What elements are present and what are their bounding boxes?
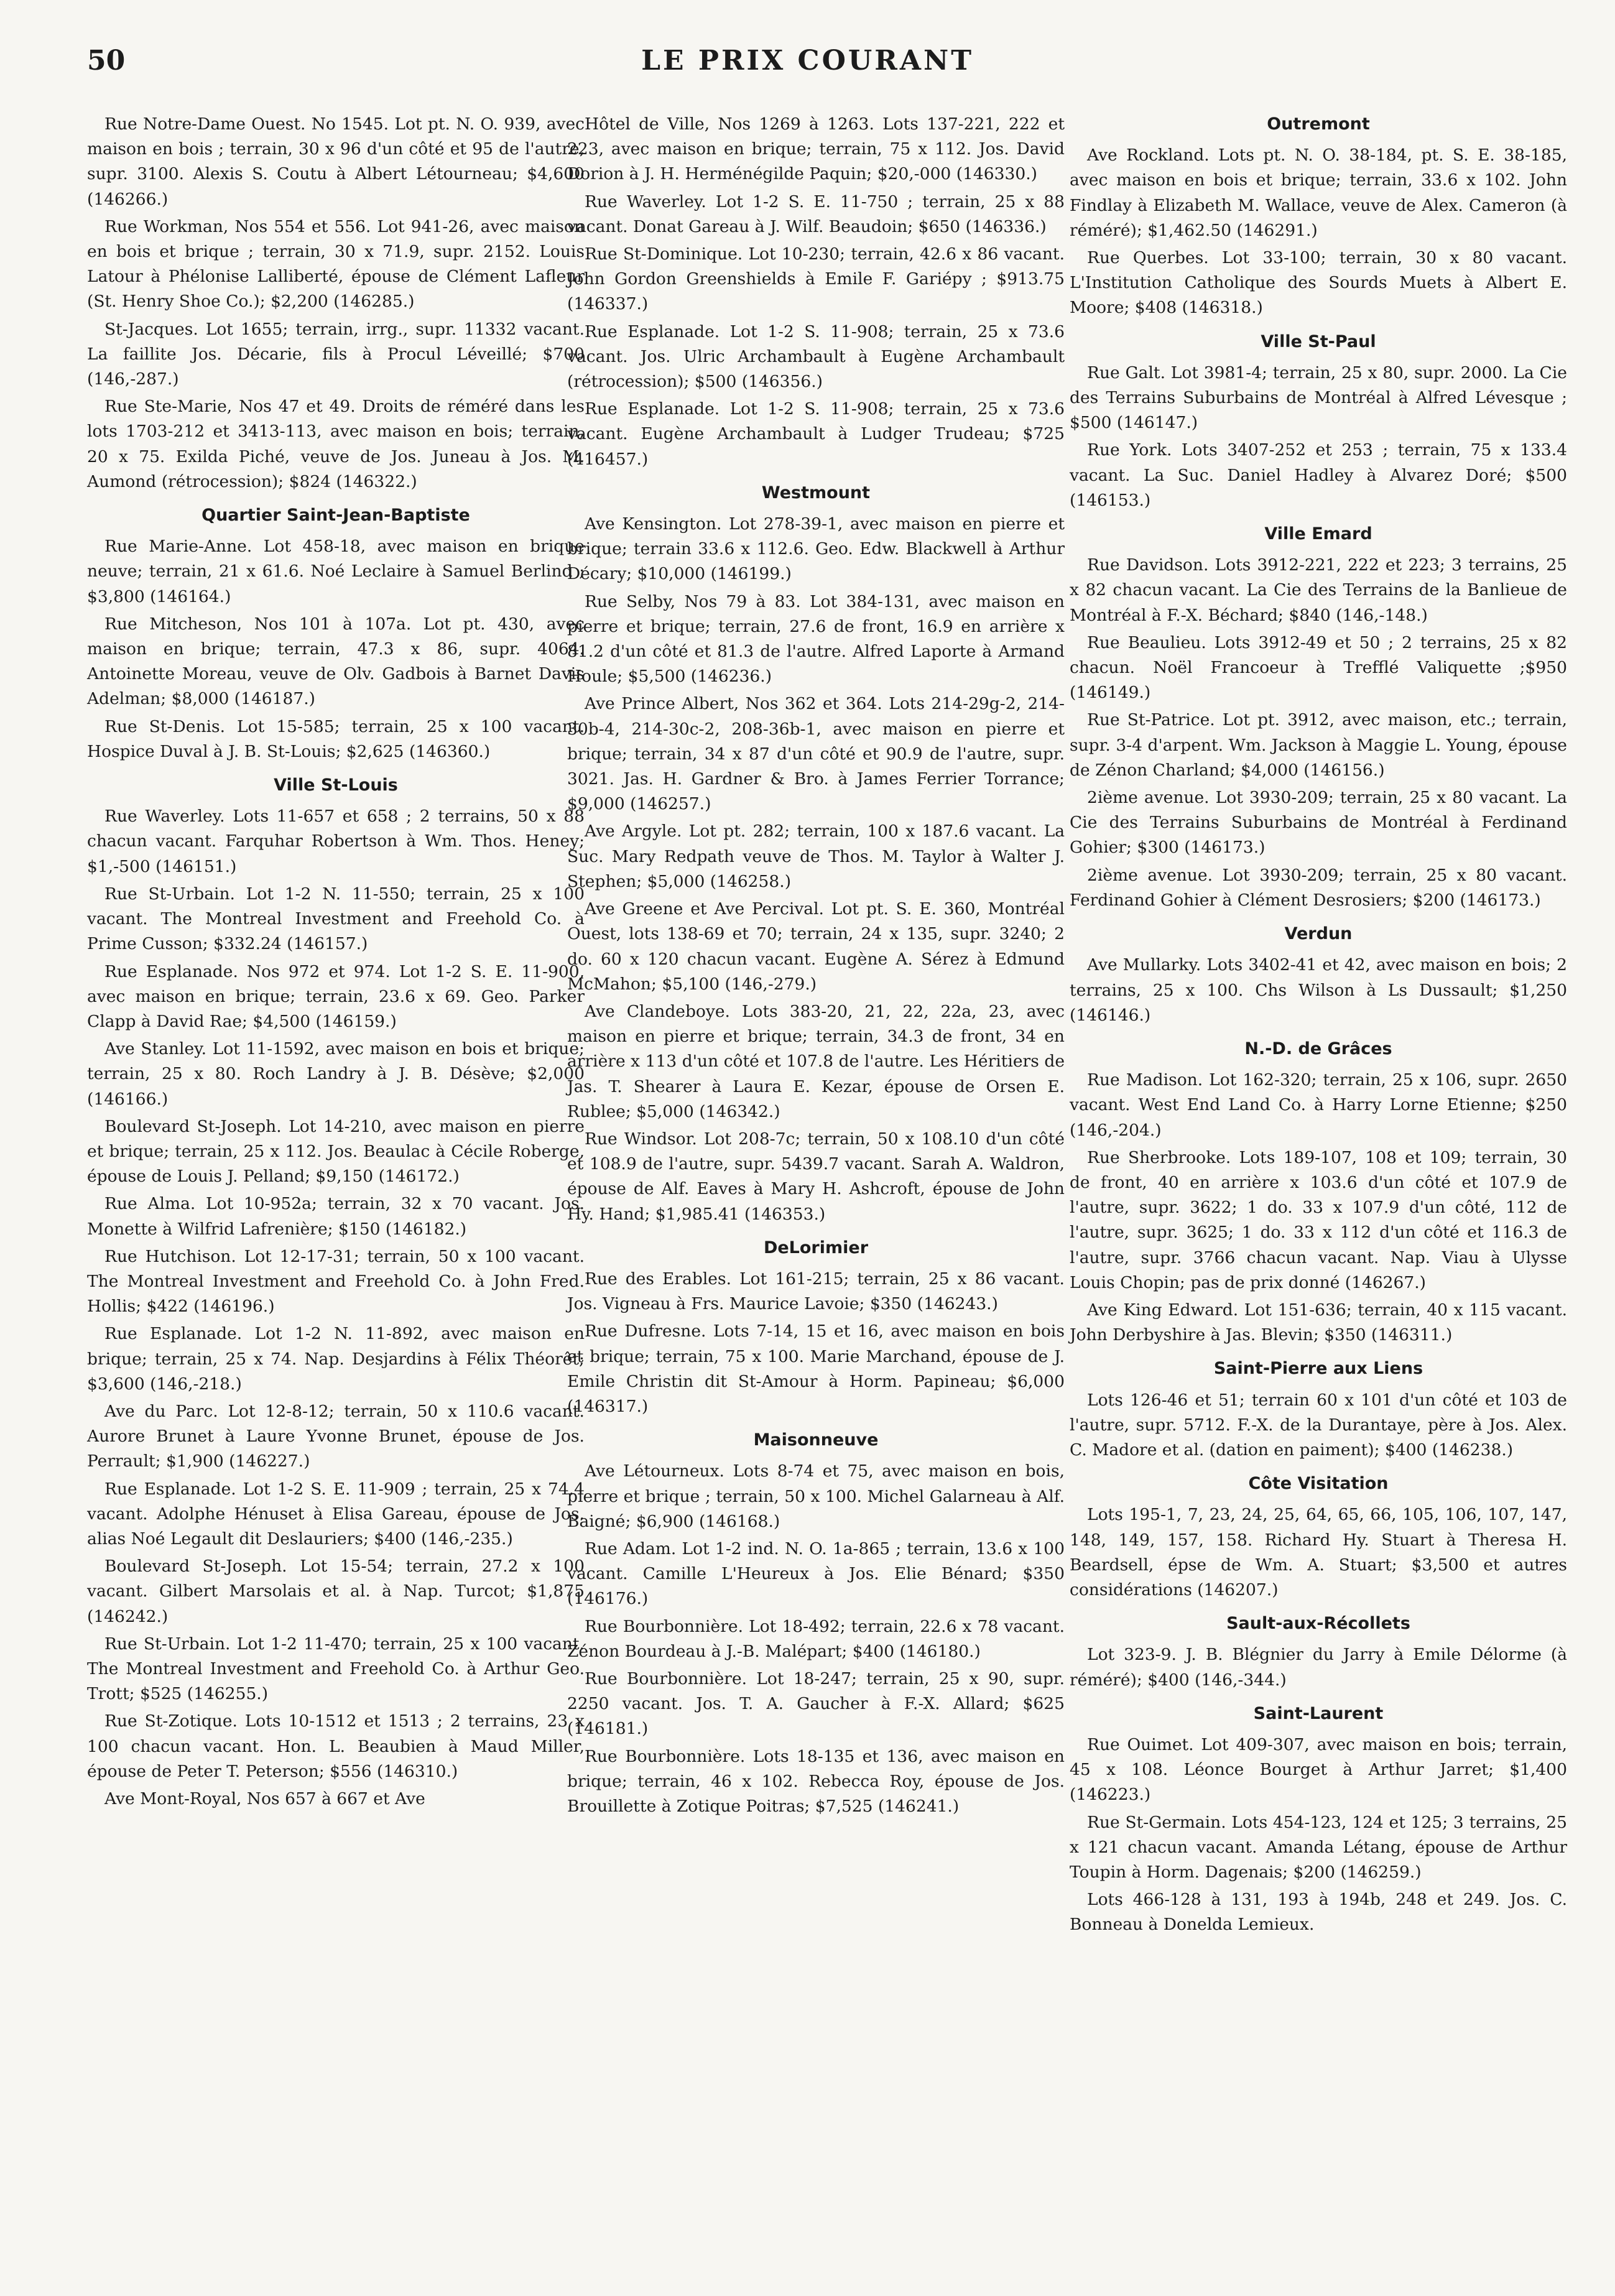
listing-entry: Rue Ste-Marie, Nos 47 et 49. Droits de réméré dans les lots 1703-212 et 3413-113, avec maison en bois; terrain, 20 x 75. Exilda Piché, veuve de Jos. Juneau à Jos. M. Aumond (rétrocession); $824 (146322.): [87, 397, 585, 491]
listing-entry: Rue York. Lots 3407-252 et 253 ; terrain, 75 x 133.4 vacant. La Suc. Daniel Hadley à Alvarez Doré; $500 (146153.): [1070, 440, 1567, 510]
listing-entry: Ave Prince Albert, Nos 362 et 364. Lots 214-29g-2, 214-30b-4, 214-30c-2, 208-36b-1, avec maison en pierre et brique; terrain, 34 x 87 d'un côté et 90.9 de l'autre, supr. 3021. Jas. H. Gardner & Bro. à James Ferrier Torrance; $9,000 (146257.): [567, 694, 1065, 814]
listing-entry: Rue Alma. Lot 10-952a; terrain, 32 x 70 vacant. Jos. Monette à Wilfrid Lafrenière; $150 (146182.): [87, 1194, 585, 1239]
listing-entry: Rue Esplanade. Lot 1-2 S. 11-908; terrain, 25 x 73.6 vacant. Jos. Ulric Archambault à Eugène Archambault (rétrocession); $500 (146356.): [567, 322, 1065, 392]
listing-entry: Rue Sherbrooke. Lots 189-107, 108 et 109; terrain, 30 de front, 40 en arrière x 103.6 d'un côté et 107.9 de l'autre, supr. 3622; 1 do. 33 x 107.9 d'un côté, 112 de l'autre, supr. 3625; 1 do. 33 x 112 d'un côté et 116.3 de l'autre, supr. 3766 chacun vacant. Nap. Viau à Ulysse Louis Chopin; pas de prix donné (146267.): [1070, 1147, 1567, 1292]
listing-entry: Rue St-Denis. Lot 15-585; terrain, 25 x 100 vacant. Hospice Duval à J. B. St-Louis; $2,625 (146360.): [87, 716, 585, 761]
listing-entry: Rue St-Zotique. Lots 10-1512 et 1513 ; 2 terrains, 23 x 100 chacun vacant. Hon. L. Beaubien à Maud Miller, épouse de Peter T. Peterson; $556 (146310.): [87, 1711, 585, 1781]
listing-entry: Lots 466-128 à 131, 193 à 194b, 248 et 249. Jos. C. Bonneau à Donelda Lemieux.: [1070, 1890, 1567, 1935]
section-heading: Ville St-Louis: [274, 775, 398, 795]
listing-entry: Rue Madison. Lot 162-320; terrain, 25 x 106, supr. 2650 vacant. West End Land Co. à Harry Lorne Etienne; $250 (146,-204.): [1070, 1070, 1567, 1140]
listing-entry: Rue Marie-Anne. Lot 458-18, avec maison en brique neuve; terrain, 21 x 61.6. Noé Leclaire à Samuel Berlind ; $3,800 (146164.): [87, 537, 585, 606]
listing-entry: Rue Galt. Lot 3981-4; terrain, 25 x 80, supr. 2000. La Cie des Terrains Suburbains de Montréal à Alfred Lévesque ; $500 (146147.): [1070, 363, 1567, 433]
section-heading: N.-D. de Grâces: [1244, 1039, 1392, 1058]
listing-entry: 2ième avenue. Lot 3930-209; terrain, 25 x 80 vacant. La Cie des Terrains Suburbains de Montréal à Ferdinand Gohier; $300 (146173.): [1070, 788, 1567, 858]
section-heading: Ville Emard: [1264, 524, 1372, 544]
listing-entry: Rue St-Germain. Lots 454-123, 124 et 125; 3 terrains, 25 x 121 chacun vacant. Amanda Létang, épouse de Arthur Toupin à Horm. Dagenais; $200 (146259.): [1070, 1812, 1567, 1882]
listing-entry: Rue Hutchison. Lot 12-17-31; terrain, 50 x 100 vacant. The Montreal Investment and Freehold Co. à John Fred. Hollis; $422 (146196.): [87, 1246, 585, 1317]
section-heading: Maisonneuve: [753, 1430, 879, 1450]
page-title: LE PRIX COURANT: [641, 45, 974, 76]
listing-entry: Rue Beaulieu. Lots 3912-49 et 50 ; 2 terrains, 25 x 82 chacun. Noël Francoeur à Trefflé Valiquette ;$950 (146149.): [1070, 632, 1567, 703]
listing-entry: Rue St-Urbain. Lot 1-2 N. 11-550; terrain, 25 x 100 vacant. The Montreal Investment and Freehold Co. à Prime Cusson; $332.24 (146157.): [87, 884, 585, 954]
listing-entry: Rue St-Patrice. Lot pt. 3912, avec maison, etc.; terrain, supr. 3-4 d'arpent. Wm. Jackson à Maggie L. Young, épouse de Zénon Charland; $4,000 (146156.): [1070, 710, 1567, 780]
section-heading: Westmount: [761, 483, 871, 502]
column-1: [87, 112, 585, 1812]
listing-entry: Ave Kensington. Lot 278-39-1, avec maison en pierre et brique; terrain 33.6 x 112.6. Geo. Edw. Blackwell à Arthur Décary; $10,000 (146199.): [567, 514, 1065, 584]
listing-entry: Ave Stanley. Lot 11-1592, avec maison en bois et brique; terrain, 25 x 80. Roch Landry à J. B. Désève; $2,000 (146166.): [87, 1039, 585, 1109]
listing-entry: Ave Mont-Royal, Nos 657 à 667 et Ave: [104, 1789, 425, 1808]
listing-entry: Rue Dufresne. Lots 7-14, 15 et 16, avec maison en bois et brique; terrain, 75 x 100. Marie Marchand, épouse de J. Emile Christin dit St-Amour à Horm. Papineau; $6,000 (146317.): [567, 1322, 1065, 1416]
listing-entry: Rue Workman, Nos 554 et 556. Lot 941-26, avec maison en bois et brique ; terrain, 30 x 71.9, supr. 2152. Louis Latour à Phélonise Lalliberté, épouse de Clément Lafleur (St. Henry Shoe Co.); $2,200 (146285.): [87, 216, 585, 312]
section-heading: Outremont: [1267, 114, 1370, 134]
listing-entry: Rue Bourbonnière. Lot 18-492; terrain, 22.6 x 78 vacant. Zénon Bourdeau à J.-B. Malépart; $400 (146180.): [567, 1616, 1065, 1661]
listing-entry: Ave Argyle. Lot pt. 282; terrain, 100 x 187.6 vacant. La Suc. Mary Redpath veuve de Thos. M. Taylor à Walter J. Stephen; $5,000 (146258.): [567, 822, 1065, 891]
listing-entry: Rue St-Dominique. Lot 10-230; terrain, 42.6 x 86 vacant. John Gordon Greenshields à Emile F. Gariépy ; $913.75 (146337.): [567, 244, 1065, 314]
listing-entry: 2ième avenue. Lot 3930-209; terrain, 25 x 80 vacant. Ferdinand Gohier à Clément Desrosiers; $200 (146173.): [1070, 865, 1567, 910]
page-number: 50: [87, 45, 126, 76]
listing-entry: Rue Windsor. Lot 208-7c; terrain, 50 x 108.10 d'un côté et 108.9 de l'autre, supr. 5439.7 vacant. Sarah A. Waldron, épouse de Alf. Eaves à Mary H. Ashcroft, épouse de John Hy. Hand; $1,985.41 (146353.): [567, 1129, 1065, 1224]
listing-entry: Lot 323-9. J. B. Blégnier du Jarry à Emile Délorme (à réméré); $400 (146,-344.): [1070, 1645, 1567, 1690]
listing-entry: Rue Querbes. Lot 33-100; terrain, 30 x 80 vacant. L'Institution Catholique des Sourds Muets à Albert E. Moore; $408 (146318.): [1070, 248, 1567, 318]
listing-entry: Rue Bourbonnière. Lot 18-247; terrain, 25 x 90, supr. 2250 vacant. Jos. T. A. Gaucher à F.-X. Allard; $625 (146181.): [567, 1669, 1065, 1739]
listing-entry: Rue Esplanade. Lot 1-2 S. E. 11-909 ; terrain, 25 x 74.4 vacant. Adolphe Hénuset à Elisa Gareau, épouse de Jos. alias Noé Legault dit Deslauriers; $400 (146,-235.): [87, 1479, 585, 1548]
listing-entry: Rue Ouimet. Lot 409-307, avec maison en bois; terrain, 45 x 108. Léonce Bourget à Arthur Jarret; $1,400 (146223.): [1070, 1734, 1567, 1805]
column-3: [1070, 112, 1567, 1938]
section-heading: Quartier Saint-Jean-Baptiste: [201, 506, 470, 525]
listing-entry: Rue Esplanade. Lot 1-2 N. 11-892, avec maison en brique; terrain, 25 x 74. Nap. Desjardins à Félix Théorêt; $3,600 (146,-218.): [87, 1324, 585, 1394]
listing-entry: Ave Greene et Ave Percival. Lot pt. S. E. 360, Montréal Ouest, lots 138-69 et 70; terrain, 24 x 135, supr. 3240; 2 do. 60 x 120 chacun vacant. Eugène A. Sérez à Edmund McMahon; $5,100 (146,-279.): [567, 899, 1065, 994]
listing-entry: Rue des Erables. Lot 161-215; terrain, 25 x 86 vacant. Jos. Vigneau à Frs. Maurice Lavoie; $350 (146243.): [567, 1269, 1065, 1314]
section-heading: Saint-Laurent: [1253, 1703, 1384, 1723]
listing-entry: Rue Esplanade. Nos 972 et 974. Lot 1-2 S. E. 11-900, avec maison en brique; terrain, 23.6 x 69. Geo. Parker Clapp à David Rae; $4,500 (146159.): [87, 961, 585, 1031]
listing-entry: Rue Davidson. Lots 3912-221, 222 et 223; 3 terrains, 25 x 82 chacun vacant. La Cie des Terrains de la Banlieue de Montréal à F.-X. Béchard; $840 (146,-148.): [1070, 555, 1567, 625]
listing-entry: Ave King Edward. Lot 151-636; terrain, 40 x 115 vacant. John Derbyshire à Jas. Blevin; $350 (146311.): [1070, 1300, 1567, 1345]
listing-entry: Lots 126-46 et 51; terrain 60 x 101 d'un côté et 103 de l'autre, supr. 5712. F.-X. de la Durantaye, père à Jos. Alex. C. Madore et al. (dation en paiment); $400 (146238.): [1070, 1390, 1567, 1460]
listing-entry: Boulevard St-Joseph. Lot 15-54; terrain, 27.2 x 100 vacant. Gilbert Marsolais et al. à Nap. Turcot; $1,875 (146242.): [87, 1557, 585, 1626]
listing-entry: Rue Mitcheson, Nos 101 à 107a. Lot pt. 430, avec maison en brique; terrain, 47.3 x 86, supr. 4064. Antoinette Moreau, veuve de Olv. Gadbois à Barnet Davis Adelman; $8,000 (146187.): [87, 614, 585, 709]
listing-entry: Ave Mullarky. Lots 3402-41 et 42, avec maison en bois; 2 terrains, 25 x 100. Chs Wilson à Ls Dussault; $1,250 (146146.): [1070, 955, 1567, 1025]
section-heading: Sault-aux-Récollets: [1226, 1614, 1410, 1634]
listing-entry: Ave du Parc. Lot 12-8-12; terrain, 50 x 110.6 vacant. Aurore Brunet à Laure Yvonne Brunet, épouse de Jos. Perrault; $1,900 (146227.): [87, 1401, 585, 1471]
section-heading: Ville St-Paul: [1261, 331, 1376, 351]
section-heading: Côte Visitation: [1248, 1474, 1389, 1494]
column-2: [567, 112, 1065, 1819]
listing-entry: Ave Rockland. Lots pt. N. O. 38-184, pt. S. E. 38-185, avec maison en bois et brique; terrain, 33.6 x 102. John Findlay à Elizabeth M. Wallace, veuve de Alex. Cameron (à réméré); $1,462.50 (146291.): [1070, 146, 1567, 240]
listing-entry: Rue St-Urbain. Lot 1-2 11-470; terrain, 25 x 100 vacant. The Montreal Investment and Freehold Co. à Arthur Geo. Trott; $525 (146255.): [87, 1634, 585, 1704]
listing-entry: Rue Waverley. Lots 11-657 et 658 ; 2 terrains, 50 x 88 chacun vacant. Farquhar Robertson à Wm. Thos. Heney; $1,-500 (146151.): [87, 807, 585, 876]
listing-entry: St-Jacques. Lot 1655; terrain, irrg., supr. 11332 vacant. La faillite Jos. Décarie, fils à Procul Léveillé; $700 (146,-287.): [87, 319, 585, 389]
section-heading: DeLorimier: [763, 1238, 869, 1257]
listing-entry: Rue Adam. Lot 1-2 ind. N. O. 1a-865 ; terrain, 13.6 x 100 vacant. Camille L'Heureux à Jos. Elie Bénard; $350 (146176.): [567, 1539, 1065, 1609]
listing-entry: Ave Clandeboye. Lots 383-20, 21, 22, 22a, 23, avec maison en pierre et brique; terrain, 34.3 de front, 34 en arrière x 113 d'un côté et 107.8 de l'autre. Les Héritiers de Jas. T. Shearer à Laura E. Kezar, épouse de Orsen E. Rublee; $5,000 (146342.): [567, 1001, 1065, 1121]
listing-entry: Rue Waverley. Lot 1-2 S. E. 11-750 ; terrain, 25 x 88 vacant. Donat Gareau à J. Wilf. Beaudoin; $650 (146336.): [567, 192, 1065, 236]
listing-entry: Hôtel de Ville, Nos 1269 à 1263. Lots 137-221, 222 et 223, avec maison en brique; terrain, 75 x 112. Jos. David Dorion à J. H. Herménégilde Paquin; $20,-000 (146330.): [567, 114, 1065, 184]
listing-entry: Boulevard St-Joseph. Lot 14-210, avec maison en pierre et brique; terrain, 25 x 112. Jos. Beaulac à Cécile Roberge, épouse de Louis J. Pelland; $9,150 (146172.): [87, 1116, 585, 1187]
listing-entry: Rue Notre-Dame Ouest. No 1545. Lot pt. N. O. 939, avec maison en bois ; terrain, 30 x 96 d'un côté et 95 de l'autre, supr. 3100. Alexis S. Coutu à Albert Létourneau; $4,600 (146266.): [87, 114, 585, 209]
listing-entry: Rue Esplanade. Lot 1-2 S. 11-908; terrain, 25 x 73.6 vacant. Eugène Archambault à Ludger Trudeau; $725 (416457.): [567, 399, 1065, 469]
listing-entry: Rue Bourbonnière. Lots 18-135 et 136, avec maison en brique; terrain, 46 x 102. Rebecca Roy, épouse de Jos. Brouillette à Zotique Poitras; $7,525 (146241.): [567, 1746, 1065, 1816]
listing-entry: Lots 195-1, 7, 23, 24, 25, 64, 65, 66, 105, 106, 107, 147, 148, 149, 157, 158. Richard Hy. Stuart à Theresa H. Beardsell, épse de Wm. A. Stuart; $3,500 et autres considérations (146207.): [1070, 1505, 1567, 1599]
section-heading: Saint-Pierre aux Liens: [1213, 1359, 1423, 1379]
listing-entry: Ave Létourneux. Lots 8-74 et 75, avec maison en bois, pierre et brique ; terrain, 50 x 100. Michel Galarneau à Alf. Baigné; $6,900 (146168.): [567, 1461, 1065, 1531]
listing-entry: Rue Selby, Nos 79 à 83. Lot 384-131, avec maison en pierre et brique; terrain, 27.6 de front, 16.9 en arrière x 81.2 d'un côté et 81.3 de l'autre. Alfred Laporte à Armand Houle; $5,500 (146236.): [567, 591, 1065, 687]
section-heading: Verdun: [1284, 924, 1353, 944]
